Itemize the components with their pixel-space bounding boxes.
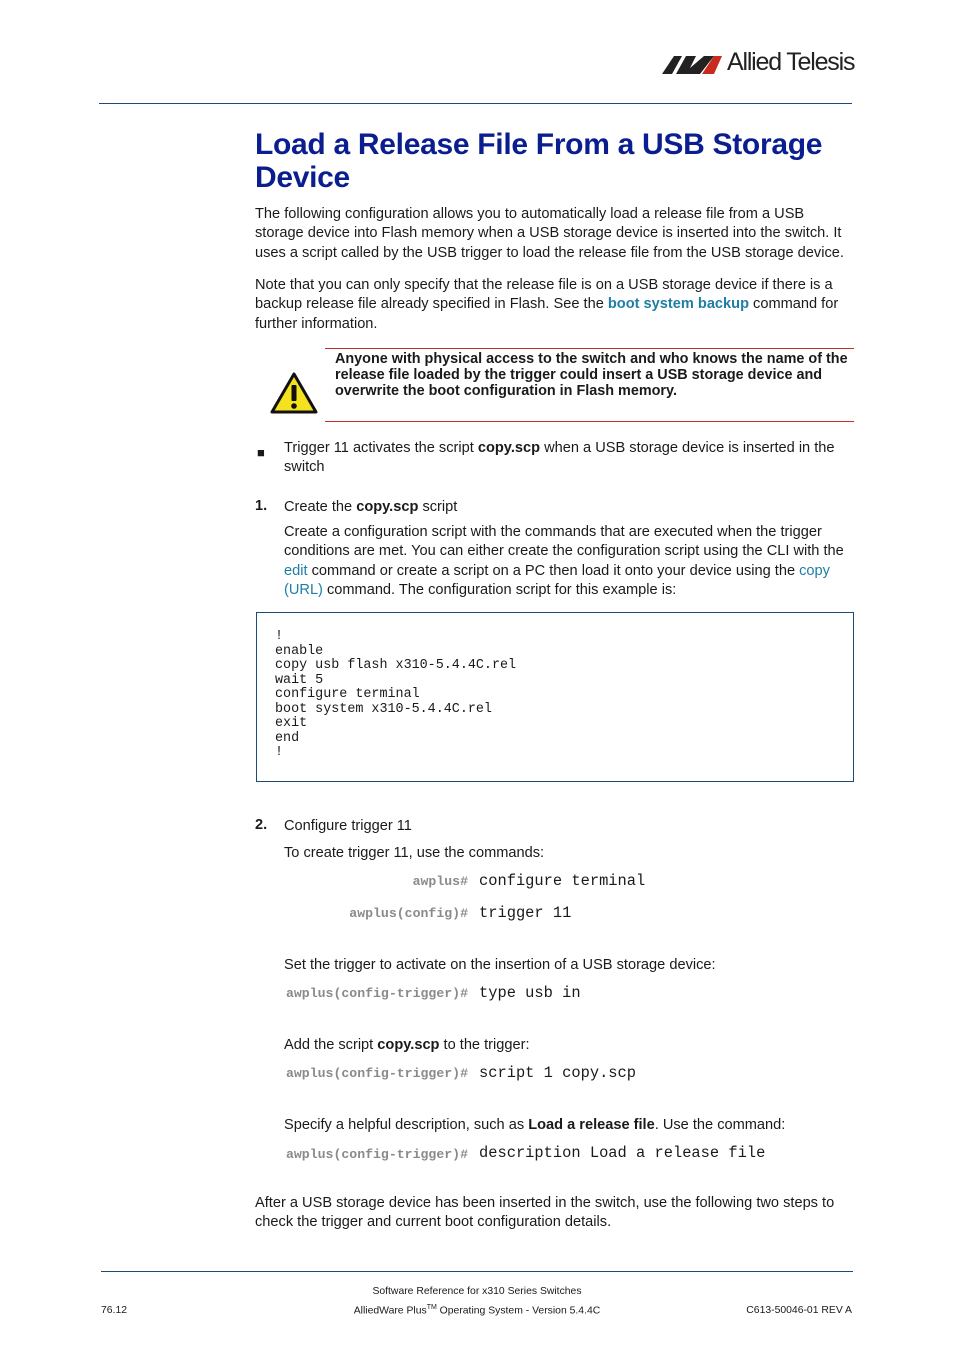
command-text: trigger 11	[479, 904, 572, 922]
command-text: script 1 copy.scp	[479, 1064, 637, 1082]
closing-paragraph: After a USB storage device has been inserted in the switch, use the following two steps to check the trigger and current boot configuration details.	[255, 1195, 835, 1231]
logo-text: Allied Telesis	[727, 48, 855, 76]
step-2-intro: To create trigger 11, use the commands:	[284, 845, 545, 861]
page-title: Load a Release File From a USB Storage Device	[255, 128, 823, 194]
intro-paragraph: The following configuration allows you to automatically load a release file from a USB storage device into Flash memory when a USB storage device is inserted into the switch. It uses a script called by the USB trigger to load the release file from the USB storage device.	[255, 206, 844, 261]
warning-top-rule	[325, 348, 854, 349]
command-prompt: awplus#	[412, 874, 468, 889]
step-1-description: Create a configuration script with the commands that are executed when the trigger conditions are met. You can either create the configuration script using the CLI with the edit command or create a script on a PC then load it onto your device using the copy (URL) command. The configuration script for this example is:	[284, 524, 844, 599]
header-rule	[99, 103, 852, 104]
script-code: ! enable copy usb flash x310-5.4.4C.rel wait 5 configure terminal boot system x310-5.4.4C.rel exit end !	[275, 629, 517, 760]
set-trigger-text: Set the trigger to activate on the insertion of a USB storage device:	[284, 957, 716, 973]
bullet-square-icon: ■	[257, 445, 265, 460]
footer-rule	[101, 1271, 853, 1272]
description-text: Specify a helpful description, such as Load a release file. Use the command:	[284, 1117, 786, 1133]
warning-bottom-rule	[325, 421, 854, 422]
warning-icon	[270, 371, 318, 415]
command-prompt: awplus(config-trigger)#	[285, 1147, 468, 1162]
step-1-number: 1.	[255, 498, 268, 514]
step-1-heading: Create the copy.scp script	[284, 499, 458, 515]
step-2-number: 2.	[255, 817, 268, 833]
warning-text: Anyone with physical access to the switch and who knows the name of the release file loaded by the trigger could insert a USB storage device and overwrite the boot configuration in Flash memory.	[335, 351, 848, 399]
boot-system-backup-link[interactable]: boot system backup	[607, 296, 749, 313]
bullet-item: Trigger 11 activates the script copy.scp when a USB storage device is inserted in the switch	[284, 440, 835, 476]
copy-url-link[interactable]: copy (URL)	[284, 562, 830, 599]
command-prompt: awplus(config)#	[349, 906, 468, 921]
add-script-text: Add the script copy.scp to the trigger:	[284, 1037, 530, 1053]
command-text: type usb in	[479, 984, 581, 1002]
command-text: description Load a release file	[479, 1144, 766, 1162]
document-id: C613-50046-01 REV A	[746, 1305, 852, 1316]
footer-version: AlliedWare Plus™ Operating System - Version 5.4.4C	[353, 1304, 601, 1317]
note-paragraph: Note that you can only specify that the release file is on a USB storage device if there is a backup release file already specified in Flash. See the boot system backup command for further information.	[255, 277, 839, 332]
edit-link[interactable]: edit	[284, 562, 308, 579]
command-prompt: awplus(config-trigger)#	[285, 986, 468, 1001]
footer-title: Software Reference for x310 Series Switches	[372, 1286, 582, 1297]
command-text: configure terminal	[479, 872, 646, 890]
page-number: 76.12	[101, 1305, 128, 1316]
step-2-heading: Configure trigger 11	[284, 818, 412, 834]
command-prompt: awplus(config-trigger)#	[285, 1066, 468, 1081]
